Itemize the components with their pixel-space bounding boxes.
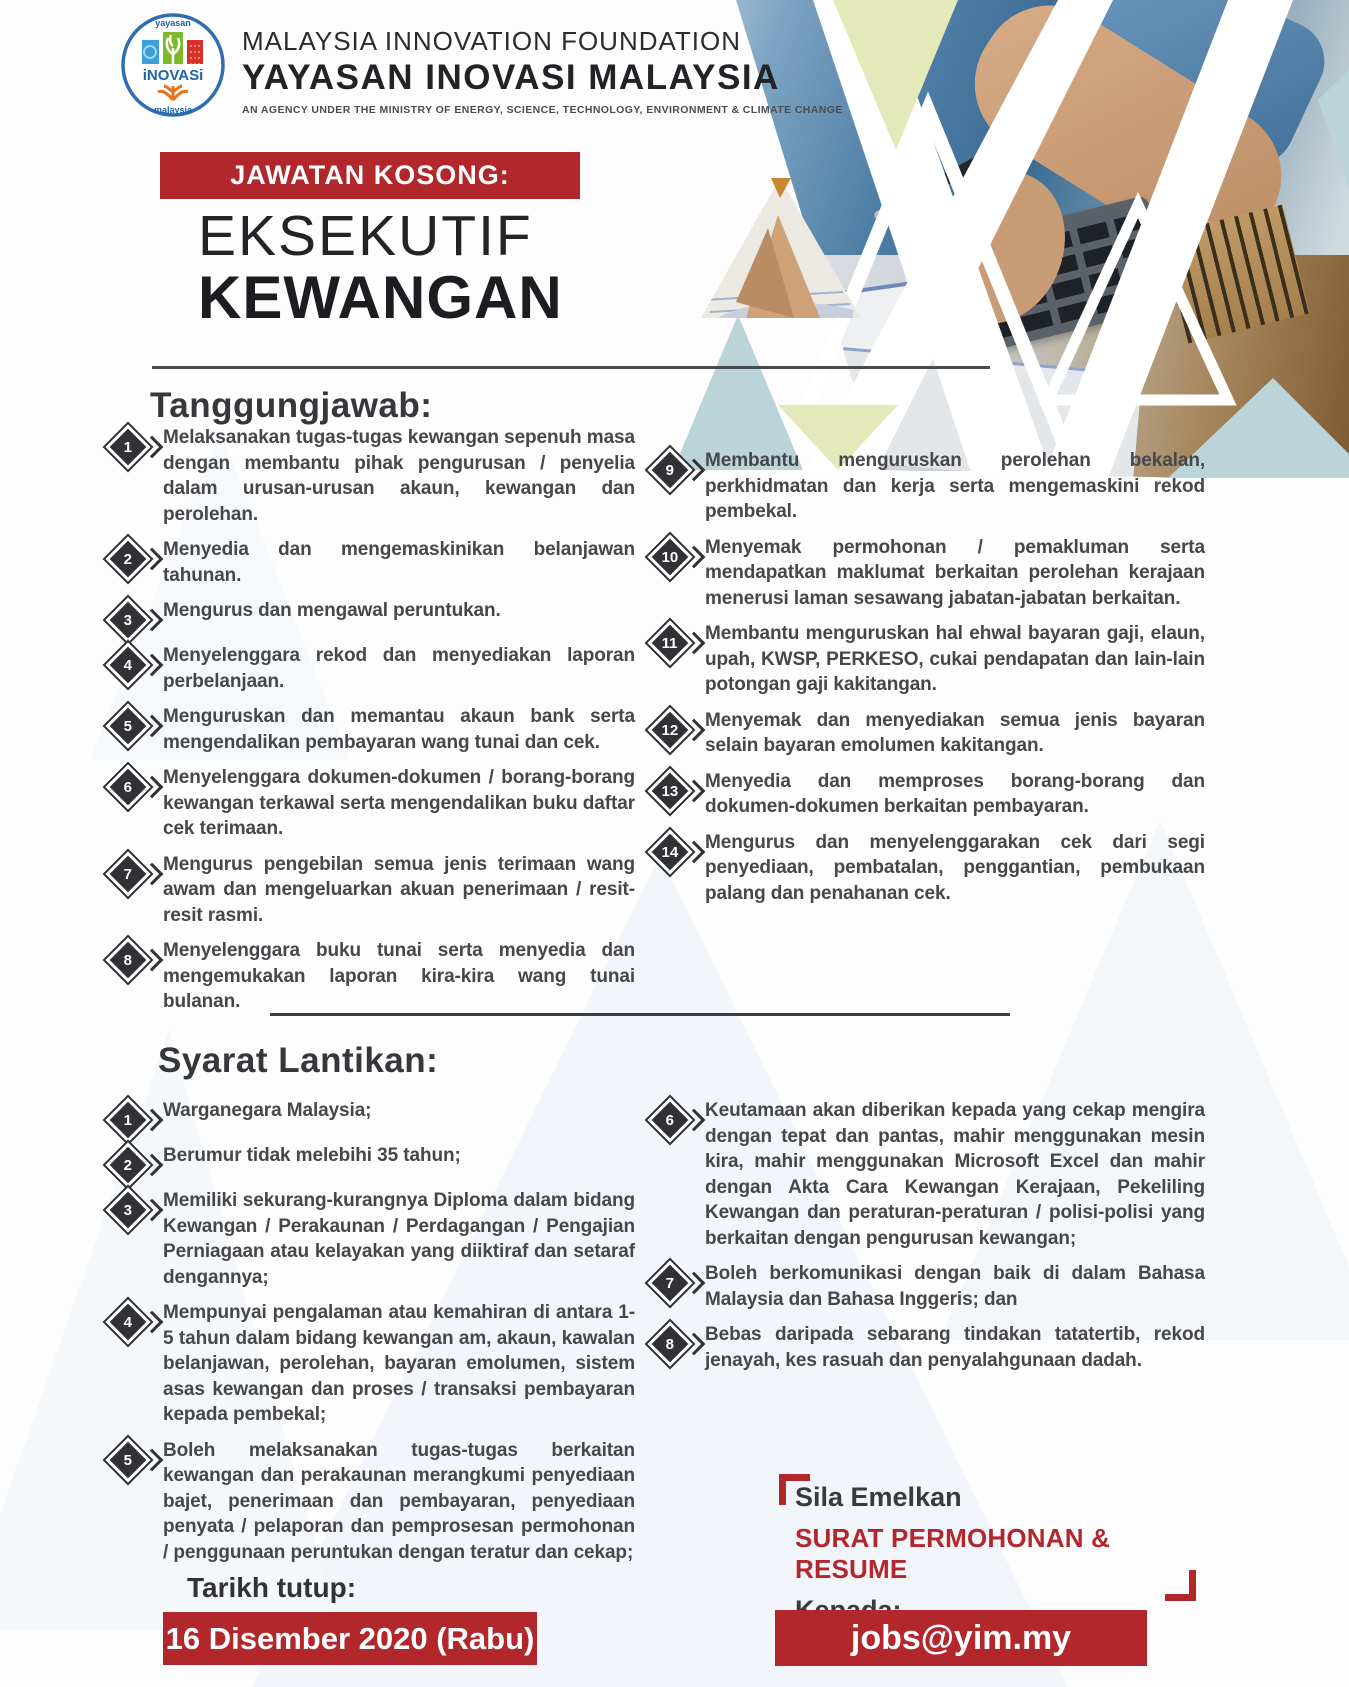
list-item: 7 Mengurus pengebilan semua jenis terimaan wang awam dan mengeluarkan akuan penerimaan / resit- resit rasmi. bbox=[103, 852, 635, 929]
list-item: 5 Boleh melaksanakan tugas-tugas berkaitan kewangan dan perakaunan merangkumi penyediaan bajet, penerimaan dan pembayaran, penyediaan penyata / pelaporan dan pemprosesan permohonan / penggunaan peruntukan dengan teratur dan cekap; bbox=[103, 1438, 635, 1566]
section-divider bbox=[270, 1013, 1010, 1016]
item-number-badge: 7 bbox=[652, 1265, 689, 1302]
item-number-badge: 1 bbox=[110, 1102, 147, 1139]
item-number-badge: 9 bbox=[652, 452, 689, 489]
list-item: 3 Memiliki sekurang-kurangnya Diploma dalam bidang Kewangan / Perakaunan / Perdagangan / Pengajian Perniagaan atau kelayakan yang diiktiraf dan setaraf dengannya; bbox=[103, 1188, 635, 1290]
list-item: 8 Bebas daripada sebarang tindakan tatatertib, rekod jenayah, kes rasuah dan penyalahgunaan dadah. bbox=[645, 1322, 1205, 1373]
logo-word: iNOVASi bbox=[142, 67, 204, 84]
item-number-badge: 8 bbox=[110, 942, 147, 979]
title-rule bbox=[152, 366, 990, 369]
responsibilities-column-left bbox=[103, 425, 635, 1025]
requirements-column-right bbox=[645, 1098, 1205, 1383]
item-number-badge: 14 bbox=[652, 833, 689, 870]
list-item: 10 Menyemak permohonan / pemakluman serta mendapatkan maklumat berkaitan perolehan kerajaan menerusi laman sesawang jabatan-jabatan berkaitan. bbox=[645, 535, 1205, 612]
list-item: 14 Mengurus dan menyelenggarakan cek dari segi penyediaan, pembatalan, penggantian, pembukaan palang dan penahanan cek. bbox=[645, 830, 1205, 907]
item-number-badge: 1 bbox=[110, 429, 147, 466]
responsibilities-heading: Tanggungjawab: bbox=[150, 386, 433, 425]
item-number-badge: 10 bbox=[652, 538, 689, 575]
organization-name-block bbox=[242, 26, 843, 116]
item-number-badge: 5 bbox=[110, 708, 147, 745]
list-item: 9 Membantu menguruskan perolehan bekalan, perkhidmatan dan kerja serta mengemaskini rekod pembekal. bbox=[645, 448, 1205, 525]
item-number-badge: 5 bbox=[110, 1441, 147, 1478]
list-item: 6 Keutamaan akan diberikan kepada yang cekap mengira dengan tepat dan pantas, mahir menggunakan mesin kira, mahir menggunakan Microsoft Excel dan mahir dengan Akta Cara Kewangan Kerajaan, Pekeliling Kewangan dan peraturan-peraturan / polisi-polisi yang berkaitan dengan pengurusan kewangan; bbox=[645, 1098, 1205, 1251]
job-title-line2: KEWANGAN bbox=[198, 264, 563, 331]
org-agency-line: AN AGENCY UNDER THE MINISTRY OF ENERGY, SCIENCE, TECHNOLOGY, ENVIRONMENT & CLIMATE CHANGE bbox=[242, 104, 843, 116]
responsibilities-column-right bbox=[645, 448, 1205, 916]
item-number-badge: 4 bbox=[110, 1304, 147, 1341]
list-item: 3 Mengurus dan mengawal peruntukan. bbox=[103, 598, 635, 633]
contact-line2: SURAT PERMOHONAN & RESUME bbox=[795, 1523, 1111, 1584]
item-number-badge: 2 bbox=[110, 541, 147, 578]
list-item: 4 Mempunyai pengalaman atau kemahiran di antara 1-5 tahun dalam bidang kewangan am, akaun, kawalan belanjawan, perolehan, bayaran emolumen, sistem asas kewangan dan proses / transaksi pembayaran kepada pembekal; bbox=[103, 1300, 635, 1428]
list-item: 11 Membantu menguruskan hal ehwal bayaran gaji, elaun, upah, KWSP, PERKESO, cukai pendapatan dan lain-lain potongan gaji kakitangan. bbox=[645, 621, 1205, 698]
list-item: 8 Menyelenggara buku tunai serta menyedia dan mengemukakan laporan kira-kira wang tunai bulanan. bbox=[103, 938, 635, 1015]
requirements-column-left bbox=[103, 1098, 635, 1575]
item-number-badge: 6 bbox=[110, 769, 147, 806]
logo-arc-top: yayasan bbox=[155, 18, 191, 28]
item-number-badge: 13 bbox=[652, 772, 689, 809]
vacancy-banner: JAWATAN KOSONG: bbox=[160, 152, 580, 199]
item-number-badge: 8 bbox=[652, 1326, 689, 1363]
logo-arc-bottom: malaysia bbox=[153, 105, 193, 115]
item-number-badge: 3 bbox=[110, 602, 147, 639]
closing-date-label: Tarikh tutup: bbox=[187, 1572, 357, 1603]
list-item: 12 Menyemak dan menyediakan semua jenis bayaran selain bayaran emolumen kakitangan. bbox=[645, 708, 1205, 759]
organization-logo bbox=[120, 12, 226, 123]
list-item: 2 Menyedia dan mengemaskinikan belanjawan tahunan. bbox=[103, 537, 635, 588]
contact-block bbox=[795, 1482, 1190, 1657]
org-name-english: MALAYSIA INNOVATION FOUNDATION bbox=[242, 26, 742, 56]
item-number-badge: 11 bbox=[652, 625, 689, 662]
contact-line1: Sila Emelkan bbox=[795, 1482, 962, 1512]
closing-date-value: 16 Disember 2020 (Rabu) bbox=[163, 1612, 537, 1665]
list-item: 1 Warganegara Malaysia; bbox=[103, 1098, 635, 1133]
item-number-badge: 6 bbox=[652, 1102, 689, 1139]
item-number-badge: 2 bbox=[110, 1147, 147, 1184]
list-item: 2 Berumur tidak melebihi 35 tahun; bbox=[103, 1143, 635, 1178]
email-link[interactable]: jobs@yim.my bbox=[775, 1610, 1147, 1666]
corner-bracket-icon bbox=[779, 1474, 810, 1505]
item-number-badge: 4 bbox=[110, 647, 147, 684]
list-item: 7 Boleh berkomunikasi dengan baik di dalam Bahasa Malaysia dan Bahasa Inggeris; dan bbox=[645, 1261, 1205, 1312]
list-item: 6 Menyelenggara dokumen-dokumen / borang-borang kewangan terkawal serta mengendalikan buku daftar cek terimaan. bbox=[103, 765, 635, 842]
item-number-badge: 3 bbox=[110, 1192, 147, 1229]
item-number-badge: 12 bbox=[652, 711, 689, 748]
list-item: 5 Menguruskan dan memantau akaun bank serta mengendalikan pembayaran wang tunai dan cek. bbox=[103, 704, 635, 755]
inovasi-logo-icon bbox=[120, 12, 226, 118]
list-item: 13 Menyedia dan memproses borang-borang dan dokumen-dokumen berkaitan pembayaran. bbox=[645, 769, 1205, 820]
list-item: 4 Menyelenggara rekod dan menyediakan laporan perbelanjaan. bbox=[103, 643, 635, 694]
org-name-malay: YAYASAN INOVASI MALAYSIA bbox=[242, 58, 780, 97]
list-item: 1 Melaksanakan tugas-tugas kewangan sepenuh masa dengan membantu pihak pengurusan / penyelia dalam urusan-urusan akaun, kewangan dan perolehan. bbox=[103, 425, 635, 527]
corner-bracket-icon bbox=[1165, 1570, 1196, 1601]
item-number-badge: 7 bbox=[110, 855, 147, 892]
job-title-line1: EKSEKUTIF bbox=[198, 204, 533, 268]
requirements-heading: Syarat Lantikan: bbox=[158, 1041, 439, 1080]
